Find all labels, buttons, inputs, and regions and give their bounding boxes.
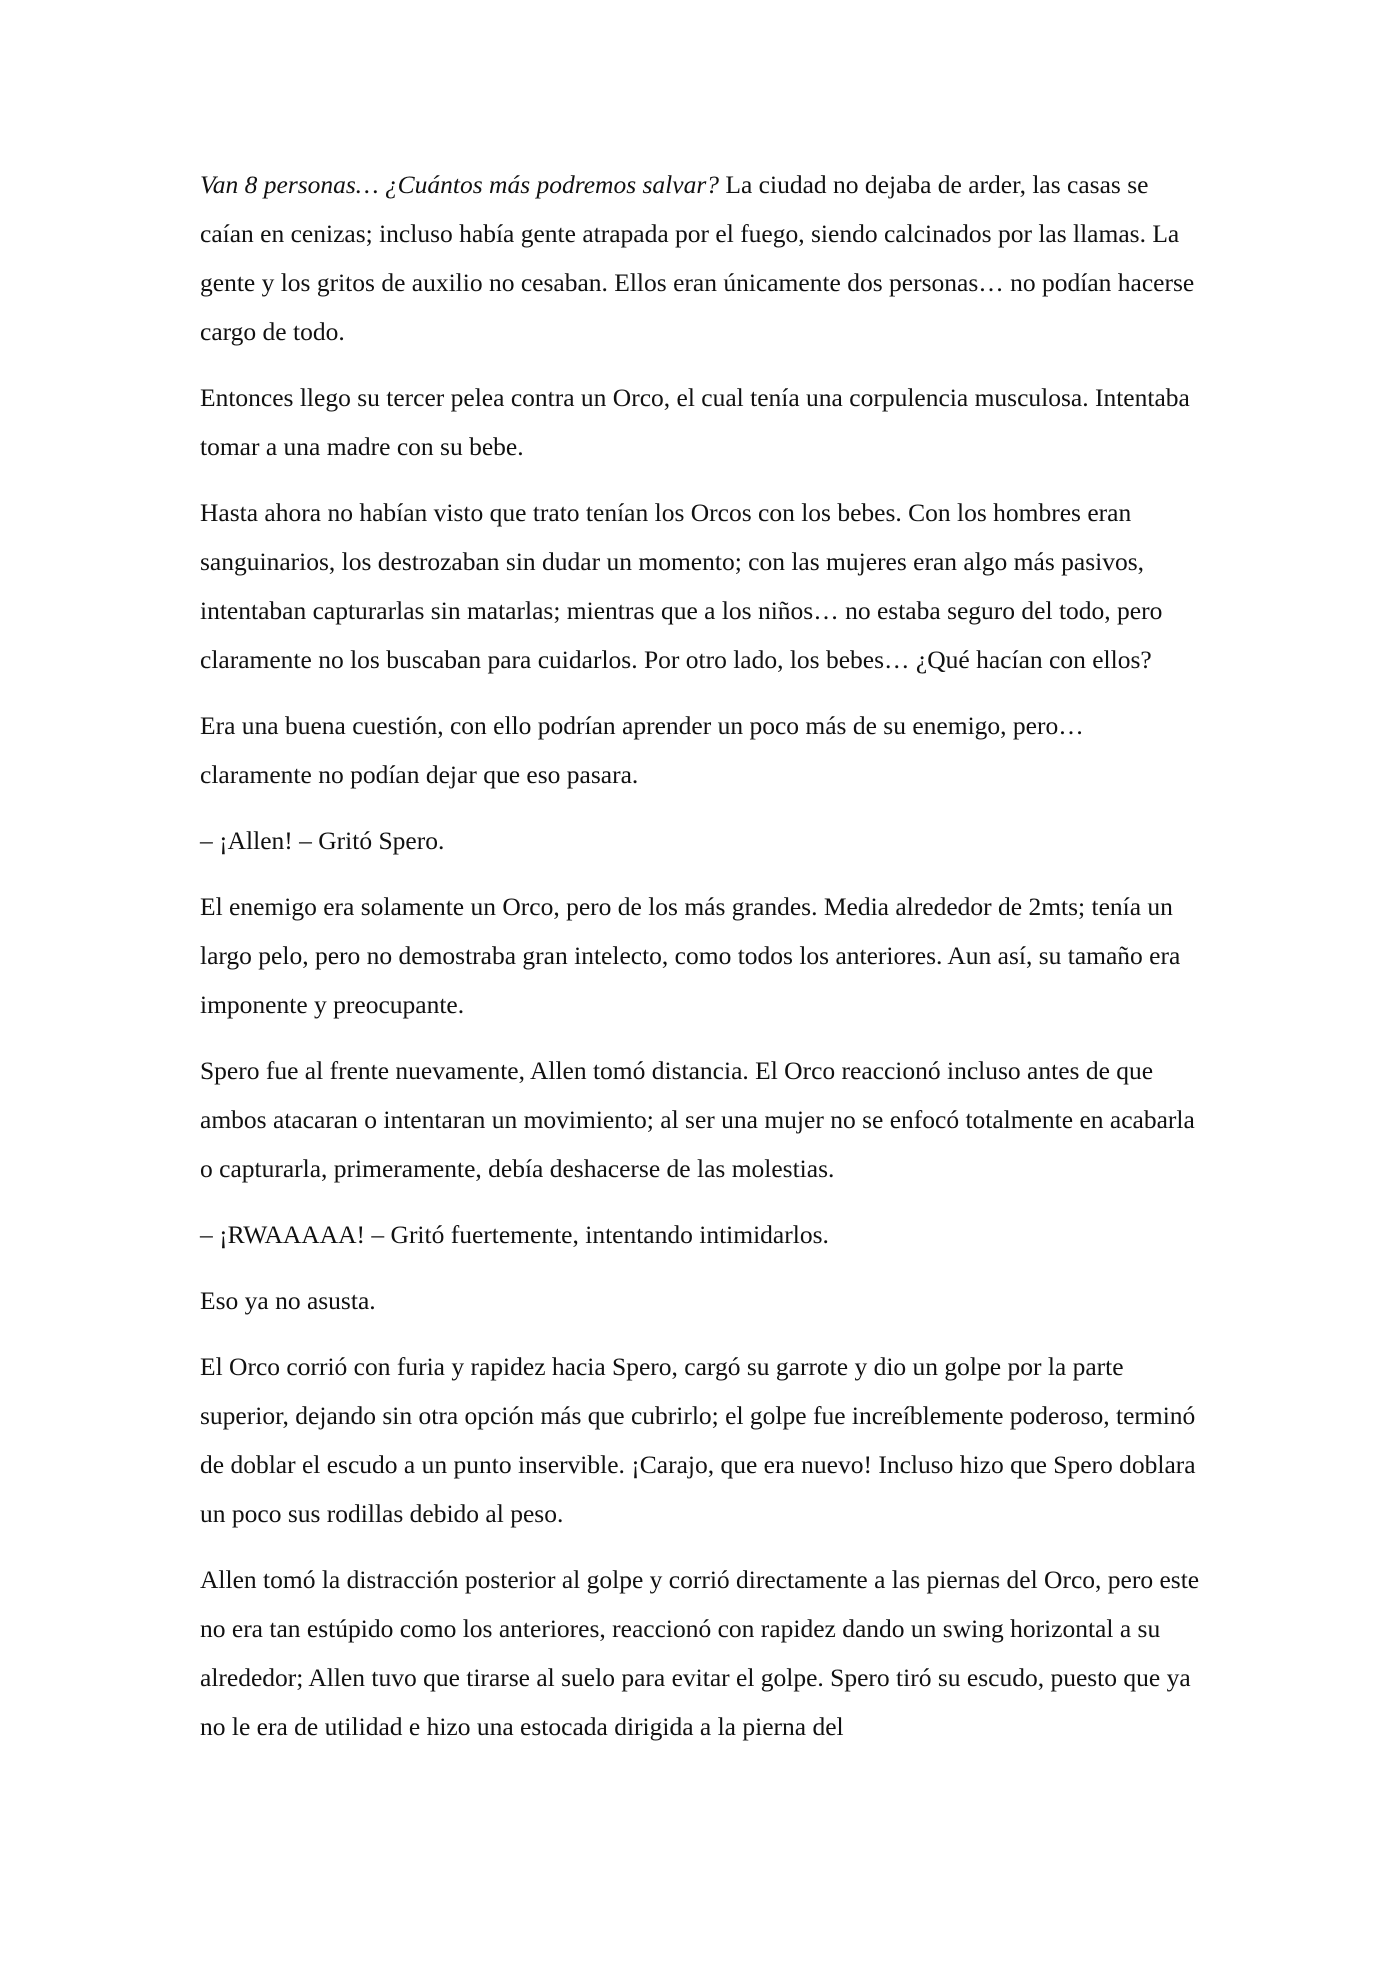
paragraph-5-dialogue: – ¡Allen! – Gritó Spero. [200,826,445,855]
paragraph-8-dialogue: – ¡RWAAAAA! – Gritó fuertemente, intentando intimidarlos. [200,1220,829,1249]
paragraph-7: Spero fue al frente nuevamente, Allen tomó distancia. El Orco reaccionó incluso antes de que ambos atacaran o intentaran un movimiento; al ser una mujer no se enfocó totalmente en acabarla o capturarla, primeramente, debía deshacerse de las molestias. [200,1056,1195,1183]
document-page [200,160,1200,1768]
paragraph-3: Hasta ahora no habían visto que trato tenían los Orcos con los bebes. Con los hombres eran sanguinarios, los destrozaban sin dudar un momento; con las mujeres eran algo más pasivos, intentaban capturarlas sin matarlas; mientras que a los niños… no estaba seguro del todo, pero claramente no los buscaban para cuidarlos. Por otro lado, los bebes… ¿Qué hacían con ellos? [200,498,1163,674]
paragraph-1-text: La ciudad no dejaba de arder, las casas se caían en cenizas; incluso había gente atrapada por el fuego, siendo calcinados por las llamas. La gente y los gritos de auxilio no cesaban. Ellos eran únicamente dos personas… no podían hacerse cargo de todo. [200,170,1195,346]
paragraph-2: Entonces llego su tercer pelea contra un Orco, el cual tenía una corpulencia musculosa. Intentaba tomar a una madre con su bebe. [200,383,1190,461]
paragraph-9: Eso ya no asusta. [200,1286,376,1315]
paragraph-1 [200,160,1200,356]
paragraph-11: Allen tomó la distracción posterior al golpe y corrió directamente a las piernas del Orco, pero este no era tan estúpido como los anteriores, reaccionó con rapidez dando un swing horizontal a su alrededor; Allen tuvo que tirarse al suelo para evitar el golpe. Spero tiró su escudo, puesto que ya no le era de utilidad e hizo una estocada dirigida a la pierna del [200,1565,1200,1741]
paragraph-4: Era una buena cuestión, con ello podrían aprender un poco más de su enemigo, pero… claramente no podían dejar que eso pasara. [200,711,1084,789]
italic-thought: Van 8 personas… ¿Cuántos más podremos salvar? [200,170,720,199]
paragraph-6: El enemigo era solamente un Orco, pero de los más grandes. Media alrededor de 2mts; tenía un largo pelo, pero no demostraba gran intelecto, como todos los anteriores. Aun así, su tamaño era imponente y preocupante. [200,892,1181,1019]
paragraph-10: El Orco corrió con furia y rapidez hacia Spero, cargó su garrote y dio un golpe por la parte superior, dejando sin otra opción más que cubrirlo; el golpe fue increíblemente poderoso, terminó de doblar el escudo a un punto inservible. ¡Carajo, que era nuevo! Incluso hizo que Spero doblara un poco sus rodillas debido al peso. [200,1352,1196,1528]
